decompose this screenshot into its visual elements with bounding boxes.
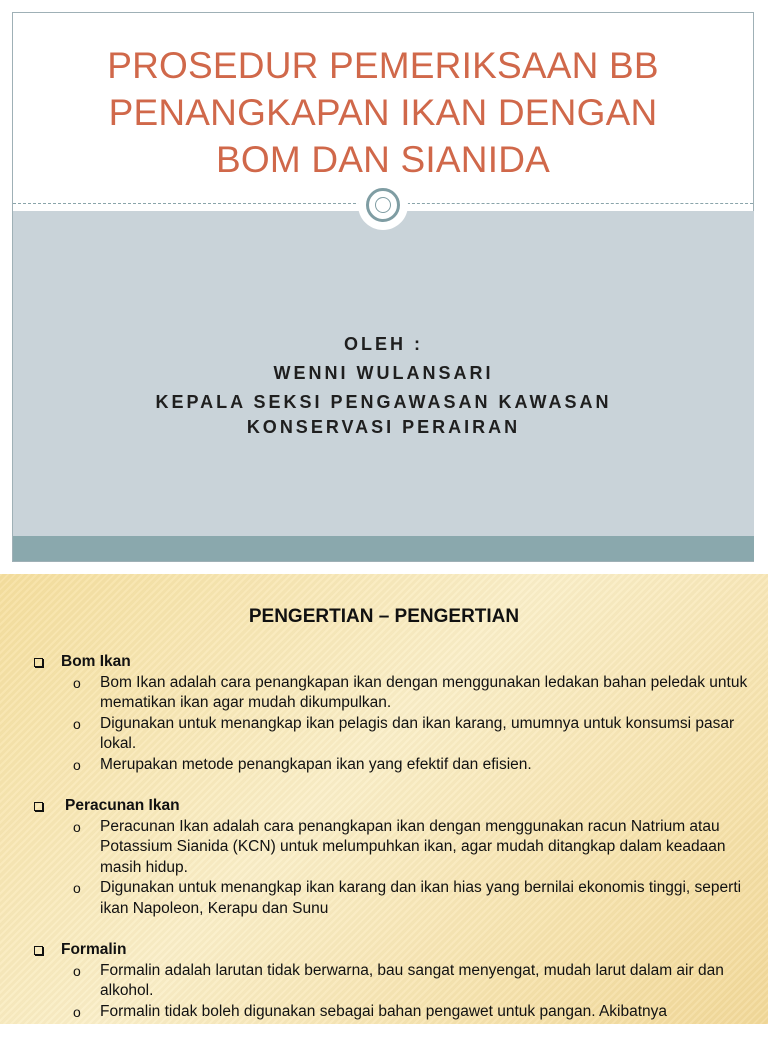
section-title: Peracunan Ikan — [65, 797, 180, 814]
section-bom-ikan — [34, 652, 754, 775]
title-line: BOM DAN SIANIDA — [216, 139, 550, 180]
list-item — [34, 673, 754, 714]
circle-bullet-icon: o — [73, 962, 81, 979]
item-text: Digunakan untuk menangkap ikan karang dan ikan hias yang bernilai ekonomis tinggi, seperti ikan Napoleon, Kerapu dan Sunu — [100, 879, 742, 917]
divider-left — [13, 203, 361, 204]
item-text: Bom Ikan adalah cara penangkapan ikan dengan menggunakan ledakan bahan peledak untuk mematikan ikan agar mudah dikumpulkan. — [100, 673, 748, 711]
item-text: Digunakan untuk menangkap ikan pelagis dan ikan karang, umumnya untuk konsumsi pasar lokal. — [100, 714, 735, 752]
item-text: Merupakan metode penangkapan ikan yang efektif dan efisien. — [100, 755, 532, 773]
section-header — [34, 652, 754, 673]
list-item — [34, 1002, 754, 1023]
circle-bullet-icon: o — [73, 756, 81, 773]
divider-right — [407, 203, 753, 204]
title-line: PROSEDUR PEMERIKSAAN BB — [107, 45, 659, 86]
bottom-band — [13, 536, 754, 561]
checkbox-bullet-icon — [34, 658, 43, 667]
definitions-slide — [0, 574, 768, 1024]
item-text: Peracunan Ikan adalah cara penangkapan ikan dengan menggunakan racun Natrium atau Potassium Sianida (KCN) untuk melumpuhkan ikan, agar mudah ditangkap dalam keadaan masih hidup. — [100, 817, 726, 876]
section-formalin — [34, 940, 754, 1022]
section-title: Bom Ikan — [61, 653, 131, 670]
slide-title — [12, 42, 754, 183]
section-header — [34, 940, 754, 961]
definitions-body — [34, 652, 754, 1043]
list-item — [34, 817, 754, 879]
author-label: OLEH : — [344, 334, 423, 354]
circle-bullet-icon: o — [73, 715, 81, 732]
author-position-cont: KONSERVASI PERAIRAN — [246, 417, 521, 437]
checkbox-bullet-icon — [34, 946, 43, 955]
list-item — [34, 961, 754, 1002]
author-position: KEPALA SEKSI PENGAWASAN KAWASAN — [155, 392, 612, 412]
section-title: Formalin — [61, 941, 127, 958]
checkbox-bullet-icon — [34, 802, 43, 811]
item-text: Formalin tidak boleh digunakan sebagai bahan pengawet untuk pangan. Akibatnya — [100, 1002, 668, 1020]
author-name: WENNI WULANSARI — [273, 363, 494, 383]
section-header — [34, 796, 754, 817]
section-peracunan-ikan — [34, 796, 754, 919]
slide-heading: PENGERTIAN – PENGERTIAN — [248, 606, 520, 627]
list-item — [34, 755, 754, 776]
ring-inner-icon — [375, 197, 391, 213]
circle-bullet-icon: o — [73, 818, 81, 835]
item-text: Formalin adalah larutan tidak berwarna, bau sangat menyengat, mudah larut dalam air dan alkohol. — [100, 961, 724, 999]
list-item — [34, 714, 754, 755]
circle-bullet-icon: o — [73, 674, 81, 691]
ring-ornament-icon — [366, 188, 400, 222]
list-item — [34, 878, 754, 919]
circle-bullet-icon: o — [73, 1003, 81, 1020]
title-line: PENANGKAPAN IKAN DENGAN — [108, 92, 658, 133]
author-block — [13, 332, 754, 440]
circle-bullet-icon: o — [73, 880, 81, 896]
